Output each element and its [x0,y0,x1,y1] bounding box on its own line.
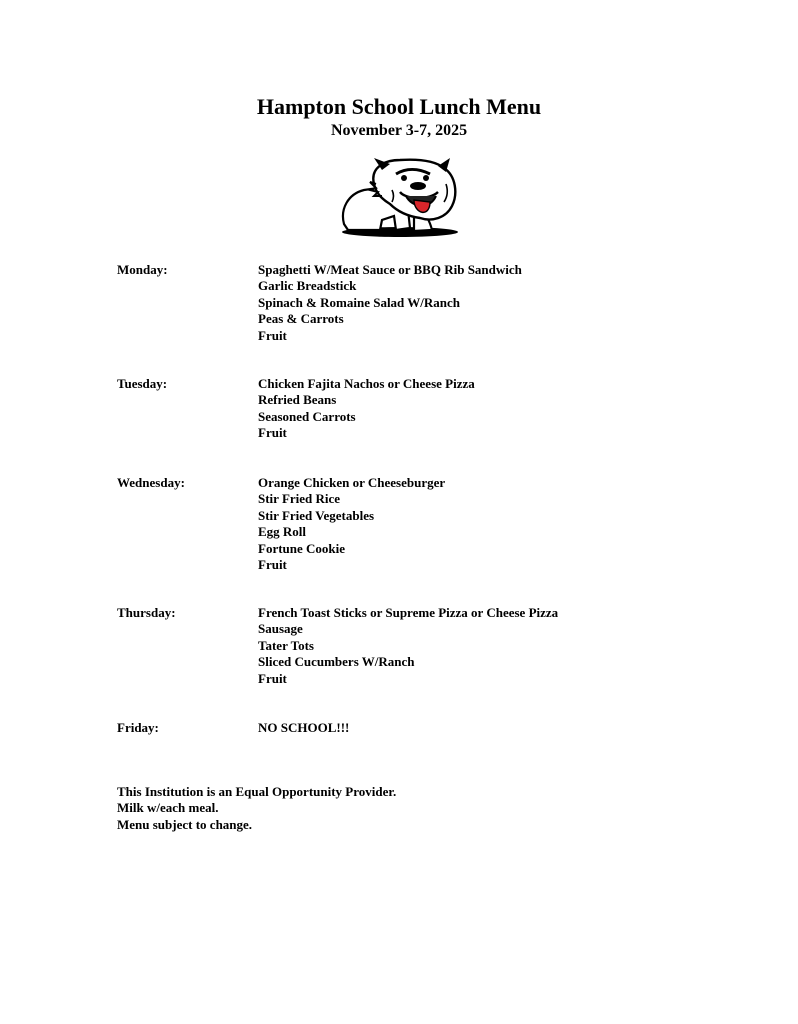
menu-item: Spinach & Romaine Salad W/Ranch [258,294,461,310]
menu-item: Tater Tots [258,637,314,653]
footer-note: Menu subject to change. [117,816,253,832]
day-label: Wednesday: [117,475,185,490]
menu-item: Fruit [258,425,287,441]
menu-item: Seasoned Carrots [258,408,356,424]
menu-item: Peas & Carrots [258,311,344,327]
menu-item: Fruit [258,670,287,686]
page-title: Hampton School Lunch Menu [256,94,542,119]
menu-item: Fortune Cookie [258,540,346,556]
menu-item: Stir Fried Vegetables [258,507,375,523]
footer-note: This Institution is an Equal Opportunity Provider. [117,784,397,799]
footer-notes [117,784,396,833]
date-range: November 3-7, 2025 [330,122,468,139]
day-label: Friday: [117,720,159,735]
menu-item: Egg Roll [258,524,307,540]
menu-item: French Toast Sticks or Supreme Pizza or Cheese Pizza [258,605,559,620]
menu-item: NO SCHOOL!!! [258,720,350,735]
day-label: Tuesday: [117,376,168,391]
footer-note: Milk w/each meal. [117,800,219,816]
menu-item: Fruit [258,557,287,573]
menu-item-list [258,376,475,442]
menu-item: Stir Fried Rice [258,491,341,507]
menu-item-list [258,262,522,344]
menu-item: Sliced Cucumbers W/Ranch [258,654,415,670]
menu-item-list [258,720,349,736]
menu-item: Fruit [258,327,287,343]
menu-item: Spaghetti W/Meat Sauce or BBQ Rib Sandwich [258,262,522,277]
day-label: Monday: [117,262,168,277]
day-label: Thursday: [117,605,176,620]
menu-item-list [258,605,558,687]
menu-item: Orange Chicken or Cheeseburger [258,475,446,490]
bulldog-mascot-icon [334,154,464,238]
menu-item: Sausage [258,621,303,637]
menu-item: Refried Beans [258,392,337,408]
menu-item-list [258,475,445,573]
menu-item: Garlic Breadstick [258,278,357,294]
menu-item: Chicken Fajita Nachos or Cheese Pizza [258,376,475,391]
